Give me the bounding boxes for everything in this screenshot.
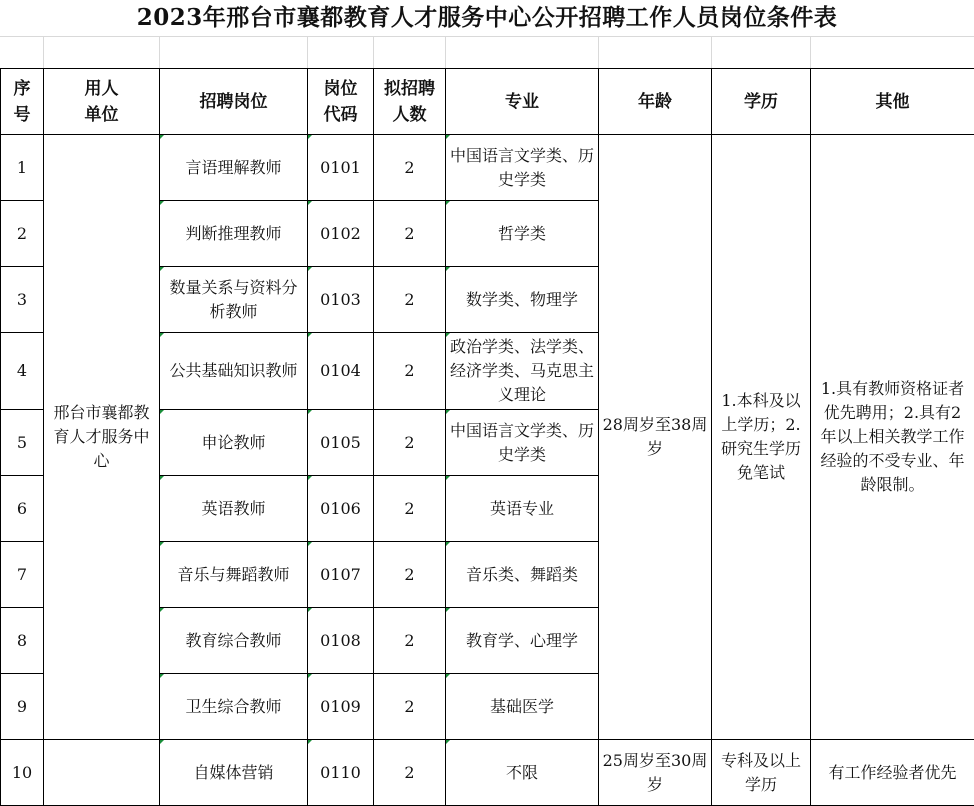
major-cell: 数学类、物理学 <box>446 267 599 333</box>
major-cell: 英语专业 <box>446 476 599 542</box>
unit-cell-empty <box>44 740 160 806</box>
position-cell: 判断推理教师 <box>160 201 308 267</box>
sheet-gridline <box>159 36 160 68</box>
count-cell: 2 <box>374 135 446 201</box>
position-cell: 言语理解教师 <box>160 135 308 201</box>
major-cell: 政治学类、法学类、经济学类、马克思主义理论 <box>446 333 599 410</box>
header-education: 学历 <box>712 69 811 135</box>
other-cell: 有工作经验者优先 <box>811 740 974 806</box>
count-cell: 2 <box>374 476 446 542</box>
position-cell: 教育综合教师 <box>160 608 308 674</box>
code-cell: 0103 <box>308 267 374 333</box>
sheet-gridline <box>810 36 811 68</box>
row-index: 7 <box>1 542 44 608</box>
code-cell: 0107 <box>308 542 374 608</box>
recruitment-table <box>0 68 974 806</box>
unit-cell: 邢台市襄都教育人才服务中心 <box>44 135 160 740</box>
education-cell: 1.本科及以上学历；2.研究生学历免笔试 <box>712 135 811 740</box>
code-cell: 0110 <box>308 740 374 806</box>
header-code: 岗位代码 <box>308 69 374 135</box>
position-cell: 自媒体营销 <box>160 740 308 806</box>
header-position: 招聘岗位 <box>160 69 308 135</box>
sheet-gridline <box>373 36 374 68</box>
row-index: 9 <box>1 674 44 740</box>
page-title: 2023年邢台市襄都教育人才服务中心公开招聘工作人员岗位条件表 <box>136 4 838 31</box>
major-cell: 中国语言文学类、历史学类 <box>446 410 599 476</box>
code-cell: 0106 <box>308 476 374 542</box>
code-cell: 0109 <box>308 674 374 740</box>
count-cell: 2 <box>374 410 446 476</box>
row-index: 8 <box>1 608 44 674</box>
row-index: 4 <box>1 333 44 410</box>
row-index: 6 <box>1 476 44 542</box>
code-cell: 0105 <box>308 410 374 476</box>
sheet-gridline <box>445 36 446 68</box>
sheet-gridline <box>307 36 308 68</box>
sheet-gridline <box>711 36 712 68</box>
major-cell: 不限 <box>446 740 599 806</box>
sheet-gridline <box>43 36 44 68</box>
age-cell: 25周岁至30周岁 <box>599 740 712 806</box>
header-major: 专业 <box>446 69 599 135</box>
code-cell: 0104 <box>308 333 374 410</box>
header-other: 其他 <box>811 69 974 135</box>
position-cell: 数量关系与资料分析教师 <box>160 267 308 333</box>
header-row <box>1 69 974 135</box>
header-age: 年龄 <box>599 69 712 135</box>
table-row <box>1 740 974 806</box>
major-cell: 音乐类、舞蹈类 <box>446 542 599 608</box>
header-index: 序号 <box>1 69 44 135</box>
count-cell: 2 <box>374 740 446 806</box>
sheet-gridline <box>598 36 599 68</box>
row-index: 5 <box>1 410 44 476</box>
sheet-gridline <box>0 36 974 37</box>
count-cell: 2 <box>374 201 446 267</box>
major-cell: 哲学类 <box>446 201 599 267</box>
position-cell: 音乐与舞蹈教师 <box>160 542 308 608</box>
count-cell: 2 <box>374 333 446 410</box>
position-cell: 卫生综合教师 <box>160 674 308 740</box>
code-cell: 0101 <box>308 135 374 201</box>
position-cell: 公共基础知识教师 <box>160 333 308 410</box>
major-cell: 教育学、心理学 <box>446 608 599 674</box>
row-index: 3 <box>1 267 44 333</box>
position-cell: 英语教师 <box>160 476 308 542</box>
count-cell: 2 <box>374 267 446 333</box>
major-cell: 基础医学 <box>446 674 599 740</box>
code-cell: 0102 <box>308 201 374 267</box>
position-cell: 申论教师 <box>160 410 308 476</box>
other-cell: 1.具有教师资格证者优先聘用；2.具有2年以上相关教学工作经验的不受专业、年龄限制。 <box>811 135 974 740</box>
education-cell: 专科及以上学历 <box>712 740 811 806</box>
count-cell: 2 <box>374 608 446 674</box>
row-index: 10 <box>1 740 44 806</box>
age-cell: 28周岁至38周岁 <box>599 135 712 740</box>
row-index: 2 <box>1 201 44 267</box>
table-row <box>1 135 974 201</box>
header-count: 拟招聘人数 <box>374 69 446 135</box>
code-cell: 0108 <box>308 608 374 674</box>
count-cell: 2 <box>374 542 446 608</box>
header-unit: 用人单位 <box>44 69 160 135</box>
count-cell: 2 <box>374 674 446 740</box>
major-cell: 中国语言文学类、历史学类 <box>446 135 599 201</box>
row-index: 1 <box>1 135 44 201</box>
